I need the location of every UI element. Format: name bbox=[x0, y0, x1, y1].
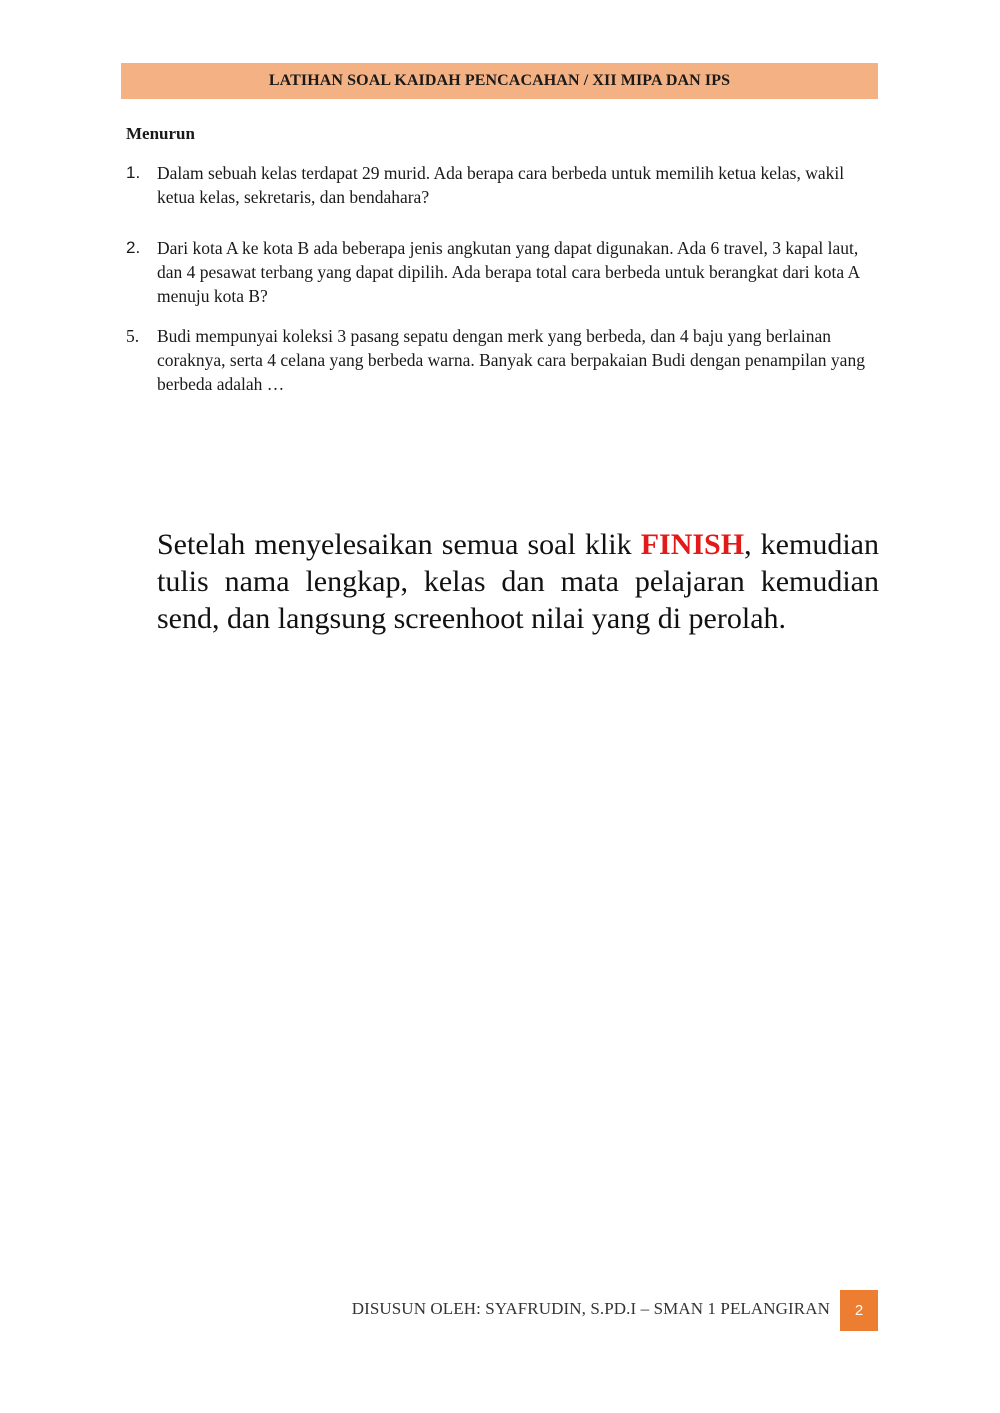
instruction-text-before: Setelah menyelesaikan semua soal klik bbox=[157, 528, 641, 561]
instruction-text-after: , kemudian tulis nama lengkap, kelas dan mata pelajaran kemudian send, dan langsung screenhoot nilai yang di perolah. bbox=[157, 528, 879, 635]
question-item bbox=[126, 324, 886, 396]
section-label: Menurun bbox=[126, 124, 195, 143]
question-number: 5. bbox=[126, 326, 140, 346]
question-text: Dari kota A ke kota B ada beberapa jenis angkutan yang dapat digunakan. Ada 6 travel, 3 kapal laut, dan 4 pesawat terbang yang dapat dipilih. Ada berapa total cara berbeda untuk berangkat dari kota A menuju kota B? bbox=[157, 238, 860, 306]
question-text: Budi mempunyai koleksi 3 pasang sepatu dengan merk yang berbeda, dan 4 baju yang berlainan coraknya, serta 4 celana yang berbeda warna. Banyak cara berpakaian Budi dengan penampilan yang berbeda adalah … bbox=[157, 326, 865, 394]
question-number: 1. bbox=[126, 163, 141, 182]
instruction-paragraph bbox=[157, 526, 879, 637]
document-title: LATIHAN SOAL KAIDAH PENCACAHAN / XII MIPA DAN IPS bbox=[268, 72, 731, 89]
question-item bbox=[126, 236, 886, 308]
question-text: Dalam sebuah kelas terdapat 29 murid. Ada berapa cara berbeda untuk memilih ketua kelas, wakil ketua kelas, sekretaris, dan bendahara? bbox=[157, 163, 845, 207]
footer-author: DISUSUN OLEH: SYAFRUDIN, S.PD.I – SMAN 1 PELANGIRAN bbox=[351, 1299, 830, 1318]
question-number: 2. bbox=[126, 238, 141, 257]
header-bar bbox=[121, 63, 878, 99]
page-number: 2 bbox=[854, 1302, 864, 1319]
question-item bbox=[126, 161, 886, 209]
page-number-badge bbox=[840, 1290, 878, 1331]
finish-keyword: FINISH bbox=[640, 528, 745, 561]
